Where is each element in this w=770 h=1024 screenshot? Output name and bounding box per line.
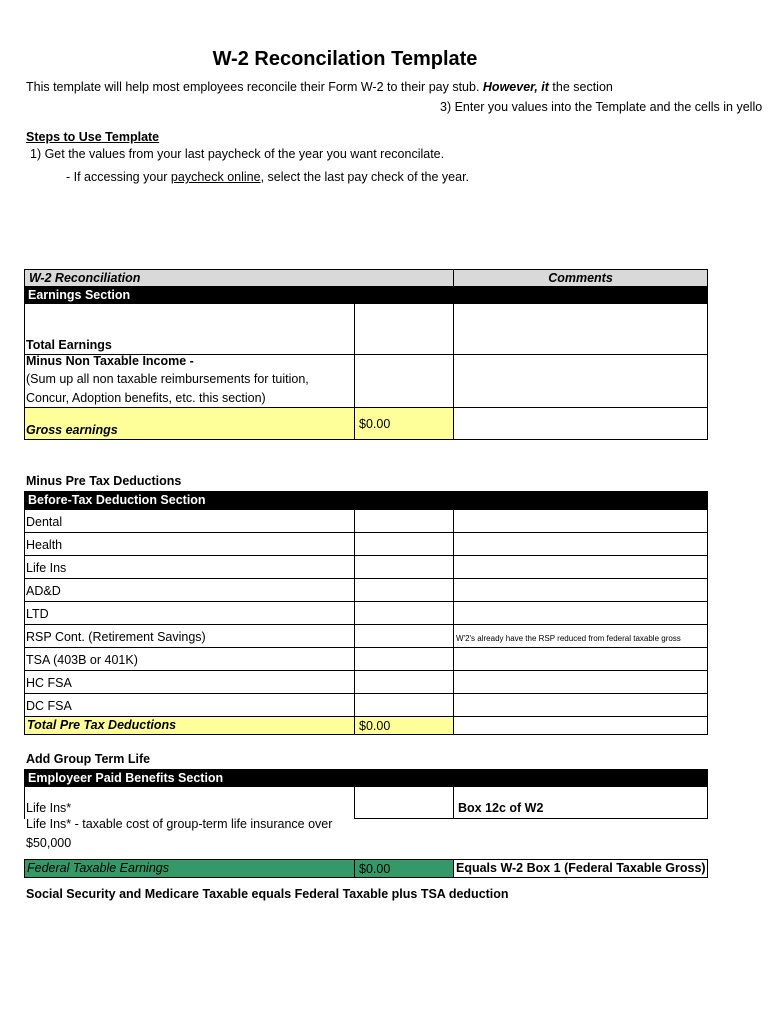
total-pretax-value: $0.00 — [359, 719, 391, 733]
pretax-row-label-cell — [24, 532, 355, 556]
federal-taxable-label: Federal Taxable Earnings — [27, 861, 169, 875]
pretax-row-label: AD&D — [26, 584, 61, 598]
gross-earnings-value-cell[interactable] — [354, 407, 454, 440]
intro-emphasis: However, it — [482, 80, 549, 94]
pretax-row-comment-cell[interactable] — [453, 647, 708, 671]
intro-line-2: 3) Enter you values into the Template and the cells in yello — [440, 100, 763, 114]
life-ins-value-cell[interactable] — [354, 786, 454, 819]
total-pretax-label-cell — [24, 716, 355, 735]
non-taxable-note-1: (Sum up all non taxable reimbursements for tuition, — [26, 372, 309, 386]
pretax-row-comment-cell[interactable] — [453, 624, 708, 648]
total-pretax-label: Total Pre Tax Deductions — [27, 718, 177, 732]
minus-non-taxable-label: Minus Non Taxable Income - — [26, 354, 194, 368]
pretax-row-label: LTD — [26, 607, 49, 621]
pretax-row-label-cell — [24, 670, 355, 694]
pretax-row-value-cell[interactable] — [354, 693, 454, 717]
pretax-row-label: TSA (403B or 401K) — [26, 653, 138, 667]
pretax-row-comment-cell[interactable] — [453, 693, 708, 717]
pretax-row-value-cell[interactable] — [354, 670, 454, 694]
pretax-row-label: Dental — [26, 515, 63, 529]
step-1: 1) Get the values from your last paycheck of the year you want reconcilate. — [30, 147, 445, 161]
pretax-row-comment-cell[interactable] — [453, 555, 708, 579]
gross-earnings-comment-cell[interactable] — [453, 407, 708, 440]
pretax-row-value-cell[interactable] — [354, 601, 454, 625]
life-ins-comment-cell[interactable] — [453, 786, 708, 819]
pretax-row-label: Health — [26, 538, 63, 552]
step-1a-suffix: , select the last pay check of the year. — [260, 170, 470, 184]
pretax-section-bar: Before-Tax Deduction Section — [24, 491, 708, 509]
life-ins-label: Life Ins* — [26, 801, 72, 815]
rsp-comment: W'2's already have the RSP reduced from federal taxable gross — [456, 634, 681, 643]
table-header-reconciliation: W-2 Reconciliation — [24, 269, 454, 287]
step-1a-prefix: - If accessing your — [66, 170, 168, 184]
gross-earnings-value: $0.00 — [359, 417, 391, 431]
pretax-row-label-cell — [24, 693, 355, 717]
paycheck-online-link[interactable]: paycheck online — [170, 170, 261, 184]
pretax-row-value-cell[interactable] — [354, 532, 454, 556]
pretax-row-label-cell — [24, 578, 355, 602]
gross-earnings-label: Gross earnings — [26, 423, 118, 437]
table-header-comments: Comments — [453, 269, 708, 287]
pretax-row-value-cell[interactable] — [354, 509, 454, 533]
pretax-row-comment-cell[interactable] — [453, 601, 708, 625]
federal-taxable-value-cell[interactable] — [354, 859, 454, 878]
pretax-row-label: RSP Cont. (Retirement Savings) — [26, 630, 206, 644]
intro-tail: the section — [552, 80, 613, 94]
pretax-row-label: DC FSA — [26, 699, 72, 713]
life-ins-label-cell — [24, 786, 355, 819]
pretax-row-value-cell[interactable] — [354, 555, 454, 579]
pretax-row-label: Life Ins — [26, 561, 67, 575]
steps-heading: Steps to Use Template — [26, 130, 160, 144]
pretax-row-label-cell — [24, 601, 355, 625]
pretax-row-label-cell — [24, 555, 355, 579]
pretax-row-label-cell — [24, 509, 355, 533]
federal-taxable-label-cell — [24, 859, 355, 878]
step-1a — [66, 170, 469, 184]
total-pretax-value-cell[interactable] — [354, 716, 454, 735]
non-taxable-value-cell[interactable] — [354, 354, 454, 408]
total-earnings-comment-cell[interactable] — [453, 303, 708, 355]
employer-paid-section-bar: Employeer Paid Benefits Section — [24, 769, 708, 787]
pretax-row-comment-cell[interactable] — [453, 509, 708, 533]
pretax-row-comment-cell[interactable] — [453, 578, 708, 602]
non-taxable-comment-cell[interactable] — [453, 354, 708, 408]
pretax-row-label-cell — [24, 647, 355, 671]
pretax-row-comment-cell[interactable] — [453, 532, 708, 556]
intro-line-1 — [26, 80, 613, 94]
pretax-row-label: HC FSA — [26, 676, 72, 690]
page-title: W-2 Reconcilation Template — [212, 48, 478, 70]
federal-taxable-comment: Equals W-2 Box 1 (Federal Taxable Gross) — [456, 861, 706, 875]
pretax-row-value-cell[interactable] — [354, 578, 454, 602]
federal-taxable-value: $0.00 — [359, 862, 391, 876]
intro-text: This template will help most employees reconcile their Form W-2 to their pay stub. — [26, 80, 480, 94]
non-taxable-note-2: Concur, Adoption benefits, etc. this section) — [26, 391, 266, 405]
pretax-row-label-cell — [24, 624, 355, 648]
pretax-row-value-cell[interactable] — [354, 647, 454, 671]
life-ins-comment: Box 12c of W2 — [458, 801, 544, 815]
federal-taxable-comment-cell[interactable] — [453, 859, 708, 878]
total-earnings-value-cell[interactable] — [354, 303, 454, 355]
pretax-heading: Minus Pre Tax Deductions — [26, 474, 182, 488]
life-ins-note-2: $50,000 — [26, 836, 72, 850]
footer-note: Social Security and Medicare Taxable equals Federal Taxable plus TSA deduction — [26, 887, 509, 901]
earnings-section-bar: Earnings Section — [24, 286, 708, 304]
pretax-row-value-cell[interactable] — [354, 624, 454, 648]
total-pretax-comment-cell[interactable] — [453, 716, 708, 735]
life-ins-note-1: Life Ins* - taxable cost of group-term life insurance over — [26, 817, 333, 831]
pretax-row-comment-cell[interactable] — [453, 670, 708, 694]
total-earnings-label: Total Earnings — [26, 338, 112, 352]
group-term-heading: Add Group Term Life — [26, 752, 151, 766]
